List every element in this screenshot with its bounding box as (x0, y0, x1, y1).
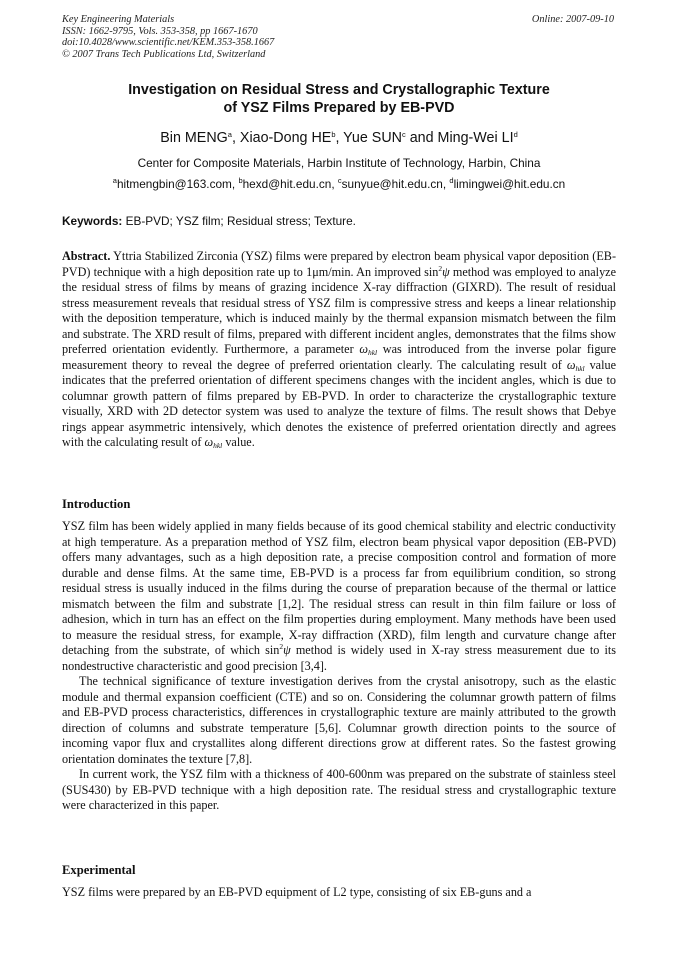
hkl-subscript: hkl (575, 363, 585, 373)
affiliation: Center for Composite Materials, Harbin Institute of Technology, Harbin, China (137, 156, 541, 170)
experimental-paragraph-1: YSZ films were prepared by an EB-PVD equipment of L2 type, consisting of six EB-guns and a (62, 885, 532, 899)
author-affil-mark: d (513, 130, 518, 139)
experimental-body (62, 885, 616, 901)
journal-issn: ISSN: 1662-9795, Vols. 353-358, pp 1667-1670 (62, 25, 258, 37)
title-line-2: of YSZ Films Prepared by EB-PVD (223, 100, 455, 116)
online-date: Online: 2007-09-10 (531, 14, 614, 25)
omega-symbol: ω (359, 342, 368, 356)
author-name: Bin MENG (160, 130, 228, 146)
intro-paragraph-3: In current work, the YSZ film with a thickness of 400-600nm was prepared on the substrate of stainless steel (SUS430) by EB-PVD technique with a high deposition rate. The residual stress and crystallographic texture were characterized in this paper. (62, 767, 616, 812)
abstract-text: value indicates that the preferred orientation of different specimens changes with the incident angles, which is due to columnar growth pattern of films prepared by EB-PVD. In order to characterize the crystallographic texture visually, XRD with 2D detector system was used to analyze the texture of films. The result shows that Debye rings appear asymmetric intensively, which denotes the existence of preferred orientation directly and agrees with the calculating result of (62, 357, 616, 449)
author-affil-mark: a (227, 130, 232, 139)
psi-symbol: ψ (442, 264, 450, 279)
psi-symbol: ψ (283, 643, 291, 657)
journal-name: Key Engineering Materials (62, 14, 175, 25)
superscript: 2 (279, 642, 284, 651)
email-mark: c (337, 176, 342, 185)
author-name: Xiao-Dong HE (239, 130, 332, 146)
intro-text: YSZ film has been widely applied in many fields because of its good chemical stability and electric conductivity at high temperature. As a preparation method of YSZ film, electron beam physical vapor deposition (EB-PVD) offers many advantages, such as a high deposition rate, a precise composition control and formation of more durable and dense films. At the same time, EB-PVD is a process far from equilibrium condition, so strong residual stress is usually induced in the films during the course of preparation because of the thermal or lattice mismatch between the film and substrate [1,2]. The residual stress can result in thin film failure or loss of adhesion, which in turn has an effect on the film properties during employment. Many methods have been used to measure the residual stress, for example, X-ray diffraction (XRD), film length and curvature change after detaching from the substrate, of which sin (62, 519, 616, 657)
author-affil-mark: c (401, 130, 406, 139)
email-separator: , (442, 177, 450, 191)
abstract-text: value. (222, 435, 255, 449)
author-name: Ming-Wei LI (437, 130, 514, 146)
journal-doi: doi:10.4028/www.scientific.net/KEM.353-358.1667 (62, 37, 275, 49)
email-mark: d (449, 176, 454, 185)
superscript: 2 (438, 263, 443, 273)
author-list (62, 130, 616, 146)
keywords-label: Keywords: (62, 214, 123, 228)
omega-symbol: ω (566, 357, 576, 372)
author-separator: , (231, 130, 240, 146)
intro-text: method is widely used in X-ray stress measurement due to its nondestructive characteristic and good precision [3,4]. (62, 643, 617, 673)
abstract-text: Yttria Stabilized Zirconia (YSZ) films were prepared by electron beam physical vapor deposition (EB-PVD) technique with a high deposition rate up to 1μm/min. An improved sin (62, 249, 616, 279)
keywords (62, 214, 356, 228)
author-separator: , (335, 130, 344, 146)
email-address[interactable]: sunyue@hit.edu.cn (341, 177, 443, 191)
email-mark: b (238, 176, 243, 185)
email-address[interactable]: hexd@hit.edu.cn (242, 177, 332, 191)
author-name: Yue SUN (343, 130, 402, 146)
section-heading-introduction: Introduction (62, 497, 131, 511)
title-line-1: Investigation on Residual Stress and Crystallographic Texture (128, 82, 550, 98)
author-separator: and (405, 130, 438, 146)
keywords-text: EB-PVD; YSZ film; Residual stress; Texture. (122, 214, 356, 228)
email-separator: , (231, 177, 239, 191)
email-list (62, 177, 616, 191)
abstract-paragraph (62, 249, 616, 451)
paper-title (62, 81, 616, 117)
section-heading-experimental: Experimental (62, 863, 136, 877)
email-mark: a (112, 176, 117, 185)
email-address[interactable]: hitmengbin@163.com (116, 177, 232, 191)
omega-symbol: ω (204, 435, 214, 449)
introduction-body (62, 519, 616, 814)
abstract-label: Abstract. (62, 249, 111, 263)
journal-header (62, 14, 274, 60)
abstract-text: method was employed to analyze the residual stress of films by means of grazing incidence X-ray diffraction (GIXRD). The result of residual stress measurement reveals that residual stress of YSZ film is compressive stress and keeps a linear relationship with the deposition temperature, which is induced mainly by the thermal expansion mismatch between the film and substrate. The XRD result of films, prepared with different incident angles, demonstrates that the films show preferred orientation evidently. Furthermore, a parameter (62, 264, 616, 356)
email-separator: , (331, 177, 338, 191)
journal-copyright: © 2007 Trans Tech Publications Ltd, Switzerland (62, 48, 266, 60)
hkl-subscript: hkl (213, 441, 223, 450)
author-affil-mark: b (331, 130, 336, 139)
abstract-text: was introduced from the inverse polar figure measurement theory to reveal the degree of preferred orientation clearly. The calculating result of (62, 342, 616, 372)
intro-paragraph-1 (62, 519, 616, 674)
intro-paragraph-2: The technical significance of texture investigation derives from the crystal anisotropy, such as the elastic module and thermal expansion coefficient (CTE) and so on. Considering the columnar growth pattern of films and EB-PVD process characteristics, differences in crystallographic texture are mainly attributed to the growth direction of columns and substrate temperature [5,6]. Columnar growth direction points to the source of incoming vapor flux and crystallites along different directions grow at different rates. So the fastest growing orientation dominates the texture [7,8]. (62, 674, 616, 766)
hkl-subscript: hkl (367, 348, 378, 357)
email-address[interactable]: limingwei@hit.edu.cn (453, 177, 566, 191)
